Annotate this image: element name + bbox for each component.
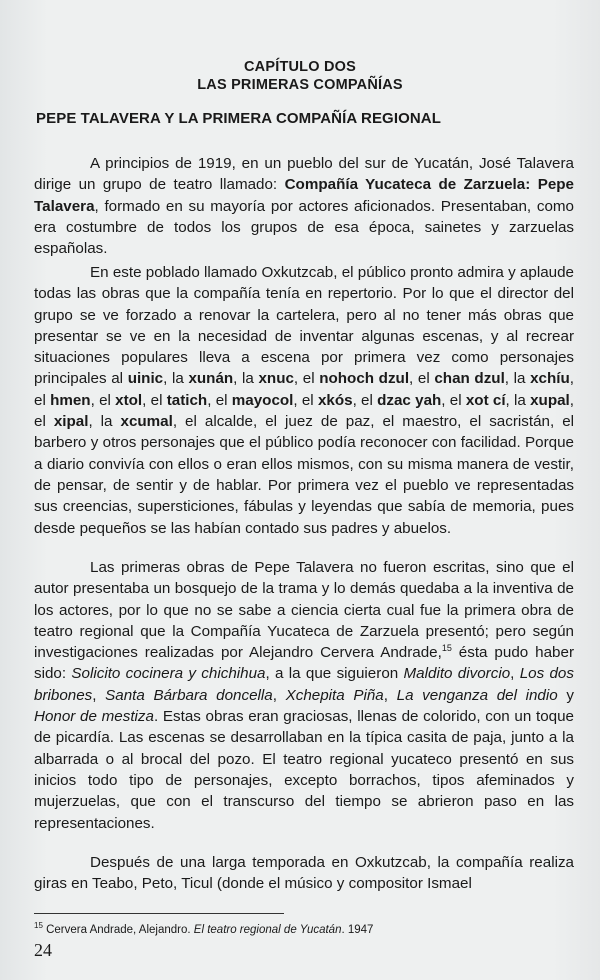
character-term: nohoch dzul: [319, 370, 410, 388]
work-title: Xchepita Piña: [285, 686, 384, 704]
character-term: xipal: [53, 413, 89, 431]
separator: ,: [383, 686, 397, 704]
character-term: xupal: [530, 391, 570, 409]
separator: , el: [352, 391, 378, 409]
character-term: uinic: [127, 370, 164, 388]
chapter-header: [0, 58, 600, 94]
separator: , la: [505, 391, 531, 409]
text: Después de una larga temporada en Oxkutzcab, la compañía realiza giras en Teabo, Peto, Ticul (donde el músico y compositor Ismael: [34, 854, 574, 893]
text: ésta pudo haber sido:: [34, 644, 574, 683]
paragraph-3: [34, 557, 574, 834]
work-title: La venganza del indio: [396, 686, 558, 704]
footnote-divider: [34, 913, 284, 914]
separator: , la: [233, 370, 259, 388]
character-term: xot cí: [465, 391, 506, 409]
page-number: 24: [34, 940, 52, 960]
character-term: xnuc: [258, 370, 294, 388]
character-term: xunán: [188, 370, 234, 388]
text: . Estas obras eran graciosas, llenas de colorido, con un toque de picardía. Las escenas se desarrollaban en la típica casita de paja, junto a la albarrada o al brocal del pozo. El teatro regional yucateco presentó en sus inicios todo tipo de personajes, excepto borrachos, tipos afeminados y mujerzuelas, que con el transcurso del tiempo se abrieron paso en las representaciones.: [34, 708, 575, 832]
separator: , el: [293, 391, 318, 409]
separator: , el: [293, 370, 320, 388]
footnote-title: El teatro regional de Yucatán: [193, 923, 342, 936]
work-title: Solicito cocinera y chichihua: [71, 665, 266, 683]
chapter-title: CAPÍTULO DOS: [244, 59, 356, 75]
separator: y: [557, 686, 574, 704]
separator: , el: [34, 391, 574, 431]
work-title: Honor de mestiza: [34, 708, 154, 726]
text: , el alcalde, el juez de paz, el maestro, el sacristán, el barbero y otros personajes que el público podía reconocer con facilidad. Porque a diario convivía con ellos o eran ellos mismos, con su misma manera de vestir, de pensar, de sentir y de hablar. Por primera vez el pueblo ve representadas sus creencias, supersticiones, fábulas y leyendas que sabía de memoria, pues desde pequeños se las habían contado sus padres y abuelos.: [34, 413, 575, 537]
text: Las primeras obras de Pepe Talavera no fueron escritas, sino que el autor presentaba un bosquejo de la trama y lo demás quedaba a la inventiva de los actores, por lo que no se sabe a ciencia cierta cual fue la primera obra de teatro regional que la Compañía Yucateca de Zarzuela presentó; pero según investigaciones realizadas por Alejandro Cervera Andrade,: [34, 559, 574, 662]
character-term: dzac yah: [377, 391, 442, 409]
footnote-author: Cervera Andrade, Alejandro.: [42, 923, 194, 936]
separator: , el: [409, 370, 435, 388]
separator: , la: [504, 370, 531, 388]
text: En este poblado llamado Oxkutzcab, el público pronto admira y aplaude todas las obras que la compañía tenía en repertorio. Por lo que el director del grupo se ve forzado a renovar la cartelera, pero al no tener más obras que presentar se ve en la necesidad de inventar algunas escenas, y al recrear situaciones populares lleva a escena por primera vez como personajes principales al: [34, 264, 574, 388]
work-title: Santa Bárbara doncella: [105, 686, 273, 704]
footnote-number: 15: [34, 921, 43, 930]
work-title: Los dos bribones: [34, 665, 574, 704]
paragraph-1: [34, 153, 574, 259]
separator: ,: [510, 665, 520, 683]
footnote-reference[interactable]: 15: [441, 643, 452, 654]
separator: , la: [88, 413, 121, 431]
footnote-year: . 1947: [341, 923, 374, 936]
separator: , la: [163, 370, 189, 388]
character-term: mayocol: [231, 391, 294, 409]
separator: , el: [207, 391, 232, 409]
work-title: Maldito divorcio: [403, 665, 511, 683]
character-term: xkós: [317, 391, 353, 409]
footnote: [34, 921, 373, 936]
separator: , el: [142, 391, 167, 409]
text: A principios de 1919, en un pueblo del sur de Yucatán, José Talavera dirige un grupo de teatro llamado:: [34, 155, 574, 194]
separator: , el: [90, 391, 116, 409]
separator: , el: [441, 391, 466, 409]
character-term: chan dzul: [434, 370, 505, 388]
separator: , el: [34, 370, 574, 409]
paragraph-4: [34, 852, 574, 895]
company-name: Compañía Yucateca de Zarzuela: Pepe Talavera: [34, 176, 575, 215]
character-term: xcumal: [120, 413, 173, 431]
section-title: PEPE TALAVERA Y LA PRIMERA COMPAÑÍA REGIONAL: [36, 110, 441, 127]
separator: ,: [92, 686, 106, 704]
character-term: xchíu: [530, 370, 570, 388]
separator: , a la que siguieron: [265, 665, 404, 683]
chapter-subtitle: LAS PRIMERAS COMPAÑÍAS: [197, 77, 403, 93]
character-term: hmen: [50, 391, 91, 409]
separator: ,: [272, 686, 286, 704]
character-term: tatich: [166, 391, 208, 409]
text: , formado en su mayoría por actores aficionados. Presentaban, como era costumbre de todos los grupos de esa época, sainetes y zarzuelas españolas.: [34, 197, 574, 258]
paragraph-2: [34, 262, 574, 539]
character-term: xtol: [115, 391, 143, 409]
